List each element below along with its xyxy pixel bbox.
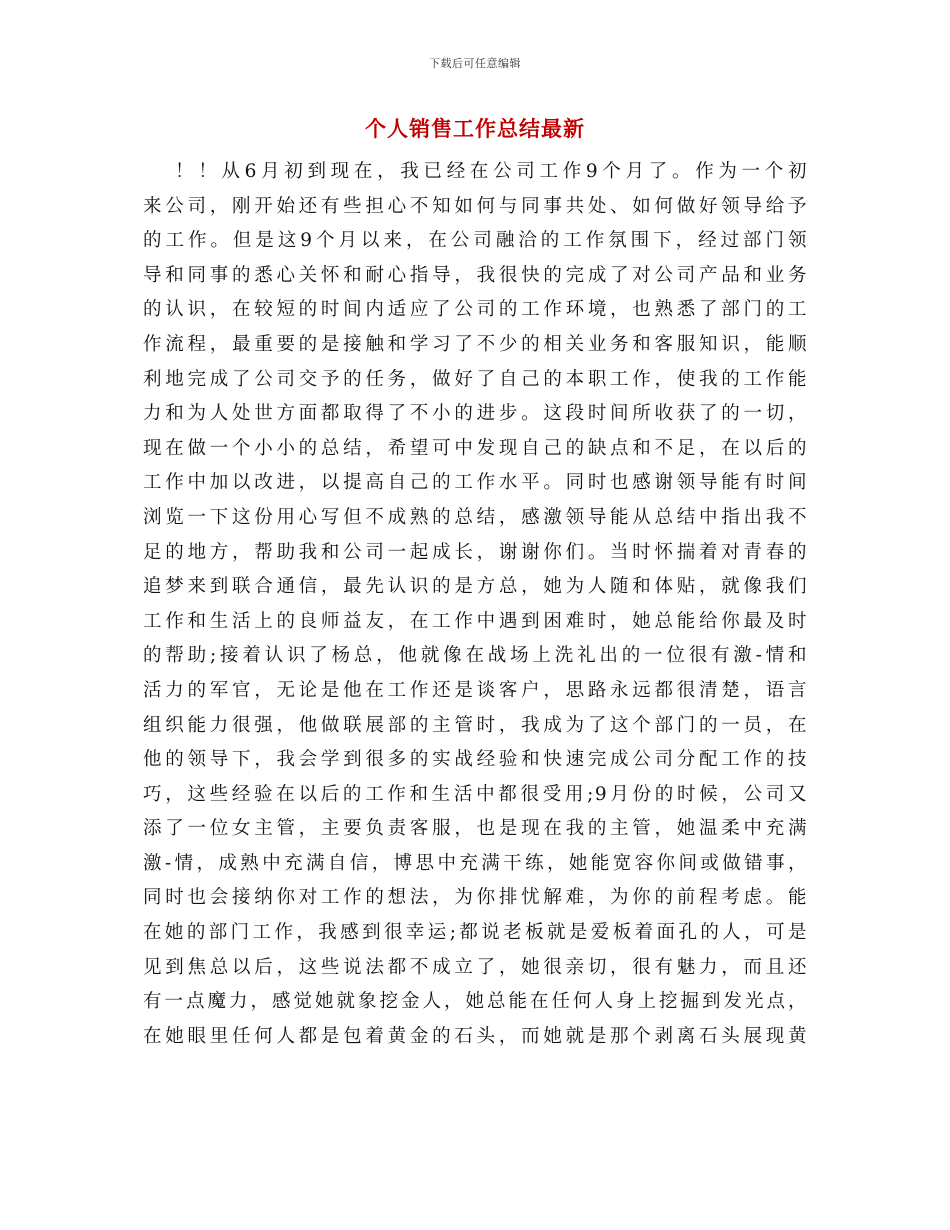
paragraph-line: 利地完成了公司交予的任务，做好了自己的本职工作，使我的工作能	[143, 368, 808, 390]
paragraph-line: 的帮助;接着认识了杨总，他就像在战场上洗礼出的一位很有激-情和	[143, 645, 808, 667]
paragraph-line: 现在做一个小小的总结，希望可中发现自己的缺点和不足，在以后的	[143, 437, 808, 459]
paragraph-line: 工作和生活上的良师益友，在工作中遇到困难时，她总能给你最及时	[143, 610, 808, 632]
paragraph-line: 导和同事的悉心关怀和耐心指导，我很快的完成了对公司产品和业务	[143, 264, 808, 286]
paragraph-line: 激-情，成熟中充满自信，博思中充满干练，她能宽容你间或做错事，	[143, 852, 808, 874]
paragraph-line: 添了一位女主管，主要负责客服，也是现在我的主管，她温柔中充满	[143, 818, 808, 840]
paragraph-line: 的工作。但是这9个月以来，在公司融洽的工作氛围下，经过部门领	[143, 230, 808, 252]
paragraph-line: 组织能力很强，他做联展部的主管时，我成为了这个部门的一员，在	[143, 714, 808, 736]
paragraph-line: 追梦来到联合通信，最先认识的是方总，她为人随和体贴，就像我们	[143, 576, 808, 598]
paragraph-line: 工作中加以改进，以提高自己的工作水平。同时也感谢领导能有时间	[143, 472, 808, 494]
document-title: 个人销售工作总结最新	[365, 116, 585, 141]
paragraph-line: 来公司，刚开始还有些担心不知如何与同事共处、如何做好领导给予	[143, 195, 808, 217]
page-header: 下载后可任意编辑	[429, 57, 521, 70]
paragraph-line: 见到焦总以后，这些说法都不成立了，她很亲切，很有魅力，而且还	[143, 956, 808, 978]
paragraph-line: 的认识，在较短的时间内适应了公司的工作环境，也熟悉了部门的工	[143, 299, 808, 321]
paragraph-line: 在她眼里任何人都是包着黄金的石头，而她就是那个剥离石头展现黄	[143, 1025, 808, 1047]
paragraph-line: 浏览一下这份用心写但不成熟的总结，感激领导能从总结中指出我不	[143, 506, 808, 528]
paragraph-line: 有一点魔力，感觉她就象挖金人，她总能在任何人身上挖掘到发光点，	[143, 991, 808, 1013]
paragraph-line: 活力的军官，无论是他在工作还是谈客户，思路永远都很清楚，语言	[143, 679, 808, 701]
paragraph-line: 他的领导下，我会学到很多的实战经验和快速完成公司分配工作的技	[143, 749, 808, 771]
paragraph-line: ！！从6月初到现在，我已经在公司工作9个月了。作为一个初	[175, 161, 808, 182]
paragraph-line: 在她的部门工作，我感到很幸运;都说老板就是爱板着面孔的人，可是	[143, 922, 808, 944]
paragraph-line: 同时也会接纳你对工作的想法，为你排忧解难，为你的前程考虑。能	[143, 887, 808, 909]
paragraph-line: 作流程，最重要的是接触和学习了不少的相关业务和客服知识，能顺	[143, 333, 808, 355]
document-body	[143, 155, 808, 1054]
paragraph-line: 力和为人处世方面都取得了不小的进步。这段时间所收获了的一切，	[143, 403, 808, 425]
paragraph-line: 巧，这些经验在以后的工作和生活中都很受用;9月份的时候，公司又	[143, 783, 808, 805]
paragraph-line: 足的地方，帮助我和公司一起成长，谢谢你们。当时怀揣着对青春的	[143, 541, 808, 563]
